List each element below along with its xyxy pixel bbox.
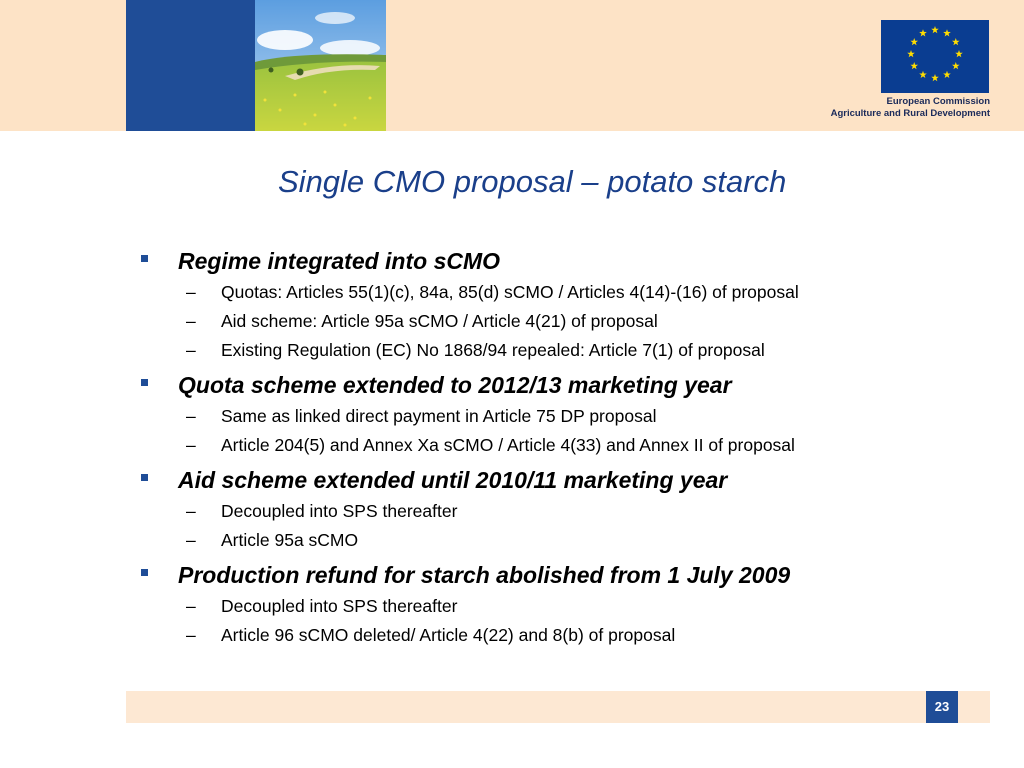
square-bullet-icon <box>141 474 148 481</box>
sub-bullet-item <box>138 621 938 650</box>
dash-marker: – <box>186 340 196 360</box>
bullet-text: Aid scheme extended until 2010/11 marketing year <box>178 467 728 493</box>
landscape-photo <box>255 0 386 131</box>
eu-star-icon <box>910 38 918 45</box>
bullet-item <box>138 559 938 592</box>
footer-bar <box>126 691 990 723</box>
sub-bullet-text: Decoupled into SPS thereafter <box>221 596 458 616</box>
sub-bullet-text: Existing Regulation (EC) No 1868/94 repealed: Article 7(1) of proposal <box>221 340 765 360</box>
sub-bullet-text: Quotas: Articles 55(1)(c), 84a, 85(d) sCMO / Articles 4(14)-(16) of proposal <box>221 282 799 302</box>
dash-marker: – <box>186 501 196 521</box>
org-name: European Commission <box>886 96 990 107</box>
dash-marker: – <box>186 406 196 426</box>
eu-star-icon <box>952 38 960 45</box>
sub-bullet-text: Decoupled into SPS thereafter <box>221 501 458 521</box>
square-bullet-icon <box>141 255 148 262</box>
eu-star-icon <box>955 50 963 57</box>
bullet-list <box>138 245 938 654</box>
sub-bullet-item <box>138 526 938 555</box>
dash-marker: – <box>186 596 196 616</box>
bullet-item <box>138 369 938 402</box>
eu-star-icon <box>943 71 951 78</box>
page-number: 23 <box>926 691 958 723</box>
eu-star-icon <box>943 29 951 36</box>
dash-marker: – <box>186 282 196 302</box>
bullet-text: Production refund for starch abolished from 1 July 2009 <box>178 562 791 588</box>
dash-marker: – <box>186 625 196 645</box>
sub-bullet-item <box>138 431 938 460</box>
sub-bullet-item <box>138 402 938 431</box>
header-blue-block <box>126 0 255 131</box>
dash-marker: – <box>186 435 196 455</box>
eu-star-icon <box>919 71 927 78</box>
square-bullet-icon <box>141 569 148 576</box>
bullet-item <box>138 464 938 497</box>
page-title: Single CMO proposal – potato starch <box>278 164 787 199</box>
sub-bullet-text: Same as linked direct payment in Article 75 DP proposal <box>221 406 657 426</box>
sub-bullet-item <box>138 336 938 365</box>
eu-star-icon <box>952 62 960 69</box>
square-bullet-icon <box>141 379 148 386</box>
sub-bullet-item <box>138 307 938 336</box>
sub-bullet-item <box>138 278 938 307</box>
dash-marker: – <box>186 530 196 550</box>
bullet-text: Regime integrated into sCMO <box>178 248 501 274</box>
org-dg: Agriculture and Rural Development <box>830 108 990 119</box>
eu-star-icon <box>919 29 927 36</box>
eu-commission-label <box>831 96 990 120</box>
eu-star-icon <box>931 74 939 81</box>
eu-star-icon <box>910 62 918 69</box>
dash-marker: – <box>186 311 196 331</box>
sub-bullet-text: Article 95a sCMO <box>221 530 359 550</box>
sub-bullet-text: Article 96 sCMO deleted/ Article 4(22) and 8(b) of proposal <box>221 625 676 645</box>
eu-flag-logo <box>881 20 989 93</box>
sub-bullet-item <box>138 497 938 526</box>
bullet-item <box>138 245 938 278</box>
sub-bullet-text: Aid scheme: Article 95a sCMO / Article 4(21) of proposal <box>221 311 658 331</box>
eu-star-icon <box>931 26 939 33</box>
sub-bullet-text: Article 204(5) and Annex Xa sCMO / Article 4(33) and Annex II of proposal <box>221 435 795 455</box>
bullet-text: Quota scheme extended to 2012/13 marketing year <box>178 372 732 398</box>
sub-bullet-item <box>138 592 938 621</box>
eu-star-icon <box>907 50 915 57</box>
